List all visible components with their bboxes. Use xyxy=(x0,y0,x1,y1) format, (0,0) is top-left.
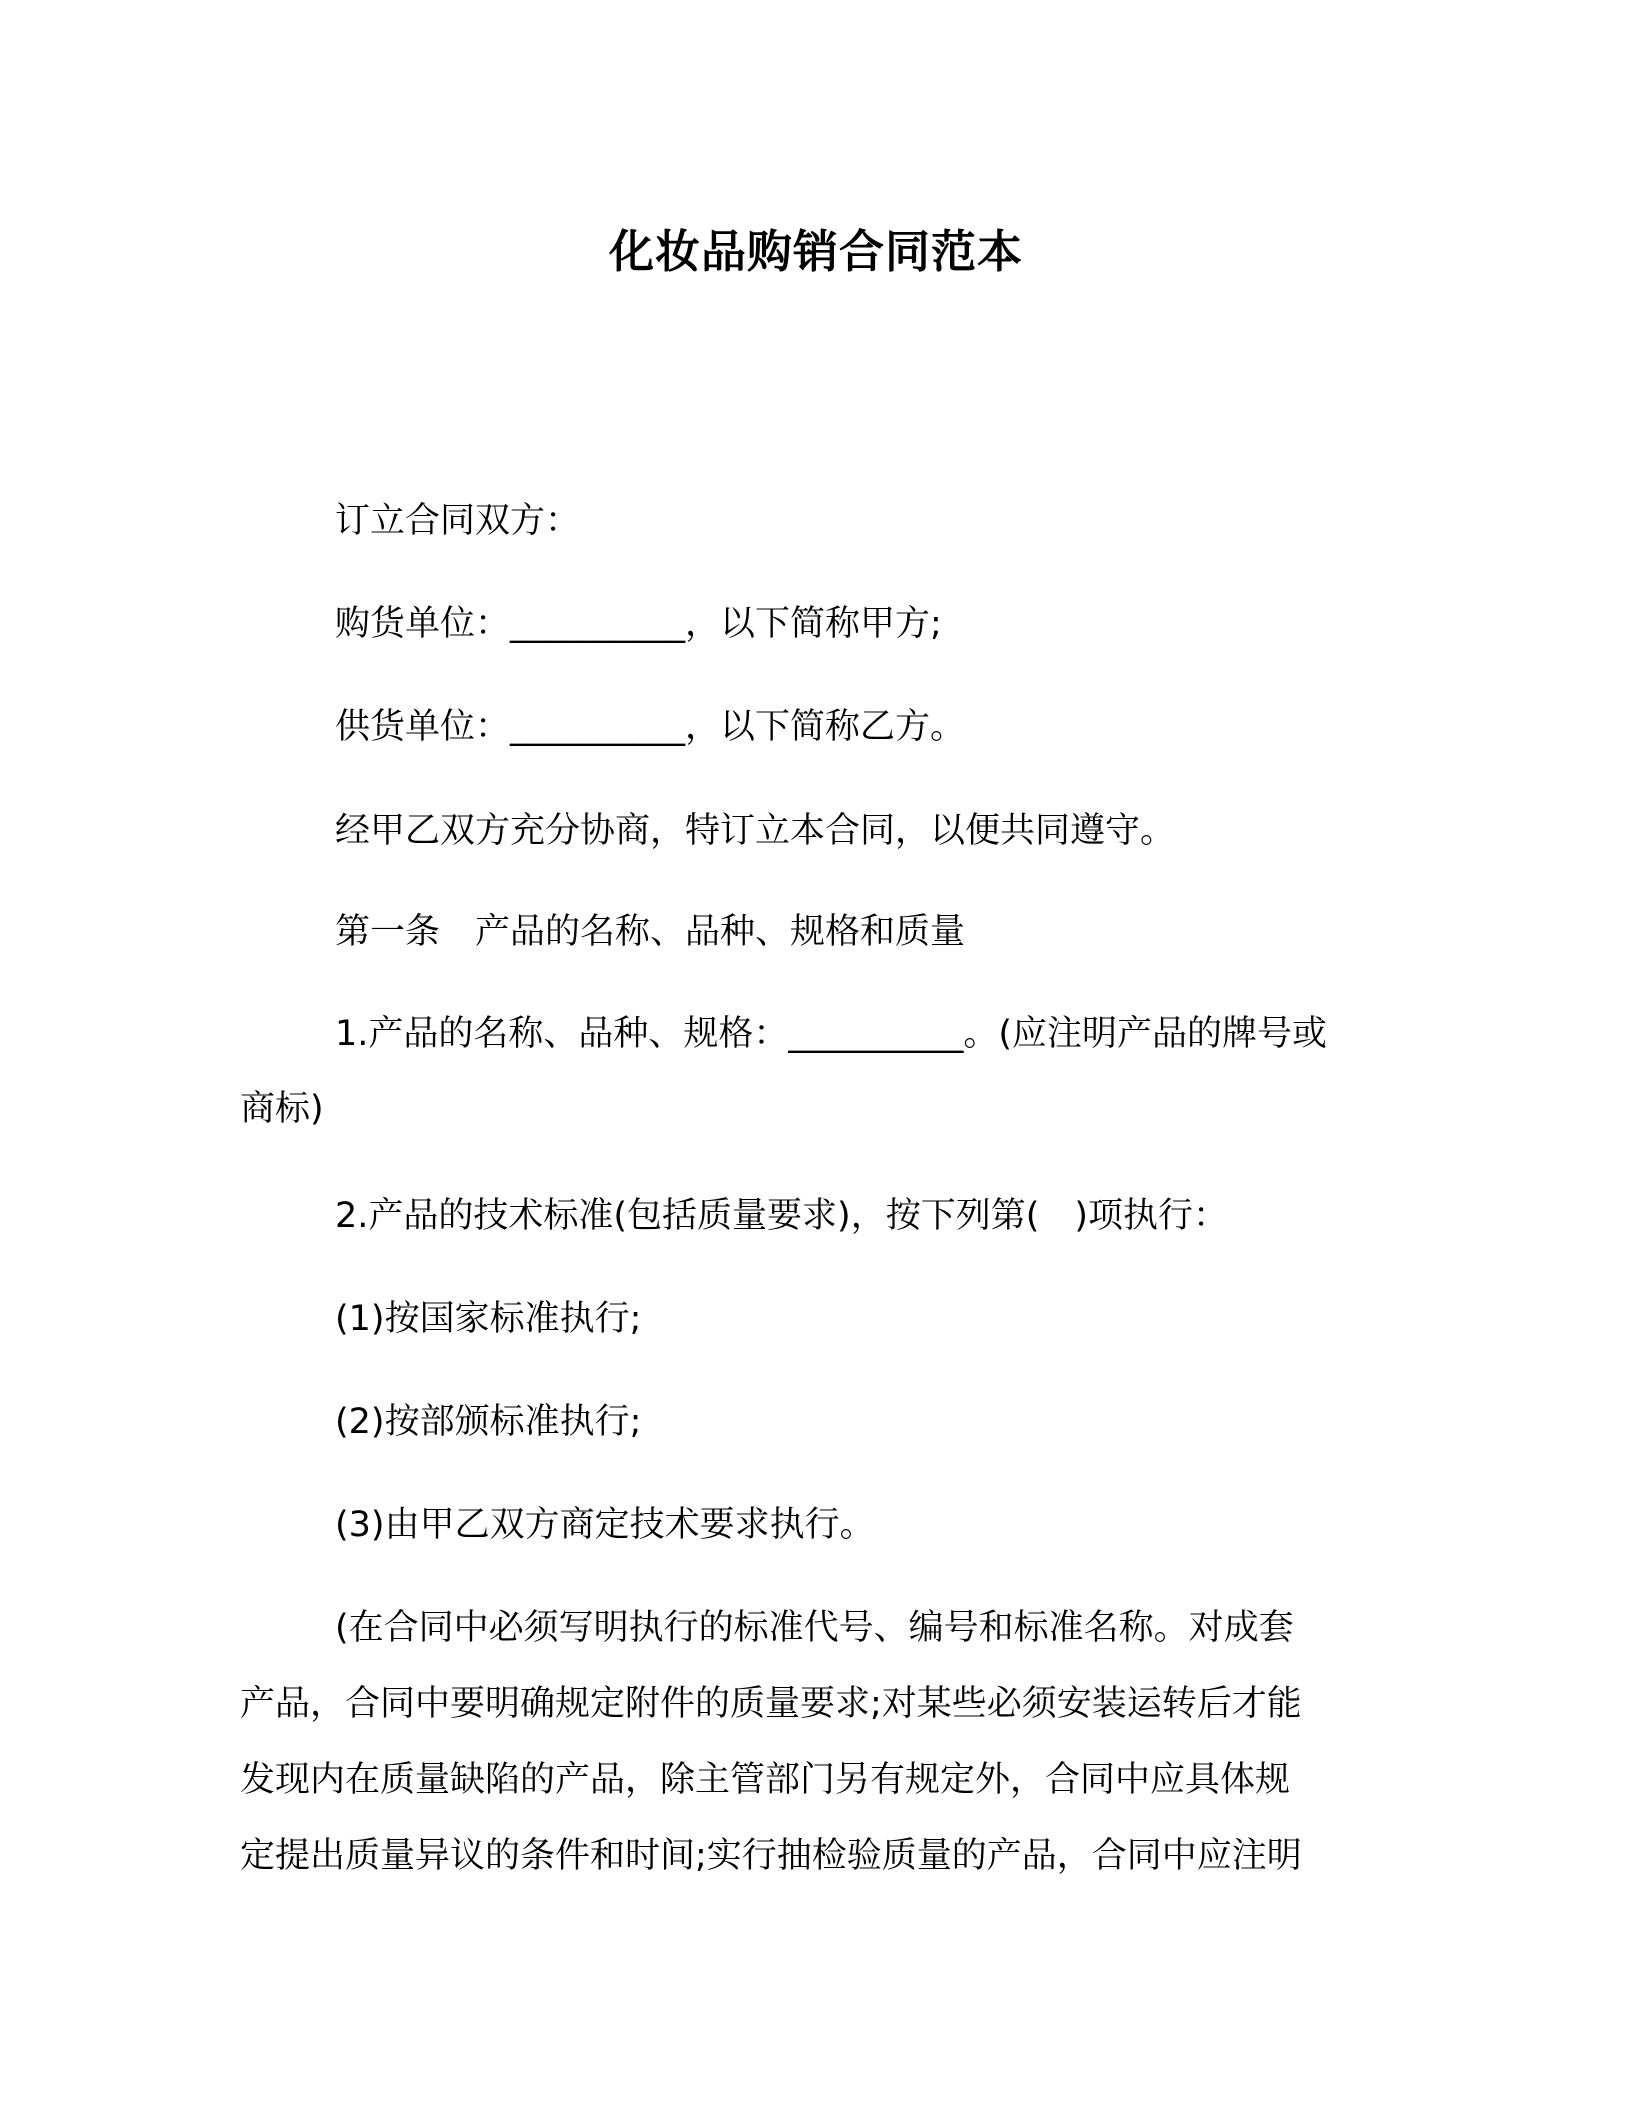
note-line-3: 发现内在质量缺陷的产品，除主管部门另有规定外，合同中应具体规 xyxy=(240,1760,1291,1800)
item-2-line: 2.产品的技术标准(包括质量要求)，按下列第( )项执行： xyxy=(335,1196,1229,1236)
note-line-4: 定提出质量异议的条件和时间;实行抽检验质量的产品，合同中应注明 xyxy=(240,1836,1302,1876)
option-1-line: (1)按国家标准执行; xyxy=(335,1299,642,1339)
agreement-line: 经甲乙双方充分协商，特订立本合同，以便共同遵守。 xyxy=(335,811,1176,851)
article-1-heading: 第一条 产品的名称、品种、规格和质量 xyxy=(335,912,966,952)
item-1-paragraph xyxy=(240,1008,1400,1135)
note-line-2: 产品，合同中要明确规定附件的质量要求;对某些必须安装运转后才能 xyxy=(240,1684,1302,1724)
note-paragraph xyxy=(240,1602,1400,1882)
document-title: 化妆品购销合同范本 xyxy=(608,225,1023,278)
item-1-line-2: 商标) xyxy=(240,1089,324,1129)
seller-line: 供货单位：__________，以下简称乙方。 xyxy=(335,707,966,747)
option-2-line: (2)按部颁标准执行; xyxy=(335,1402,642,1442)
buyer-line: 购货单位：__________，以下简称甲方; xyxy=(335,604,942,644)
parties-heading: 订立合同双方： xyxy=(335,501,581,541)
item-1-line-1: 1.产品的名称、品种、规格：__________。(应注明产品的牌号或 xyxy=(335,1014,1328,1054)
option-3-line: (3)由甲乙双方商定技术要求执行。 xyxy=(335,1505,875,1545)
note-line-1: (在合同中必须写明执行的标准代号、编号和标准名称。对成套 xyxy=(335,1608,1294,1648)
